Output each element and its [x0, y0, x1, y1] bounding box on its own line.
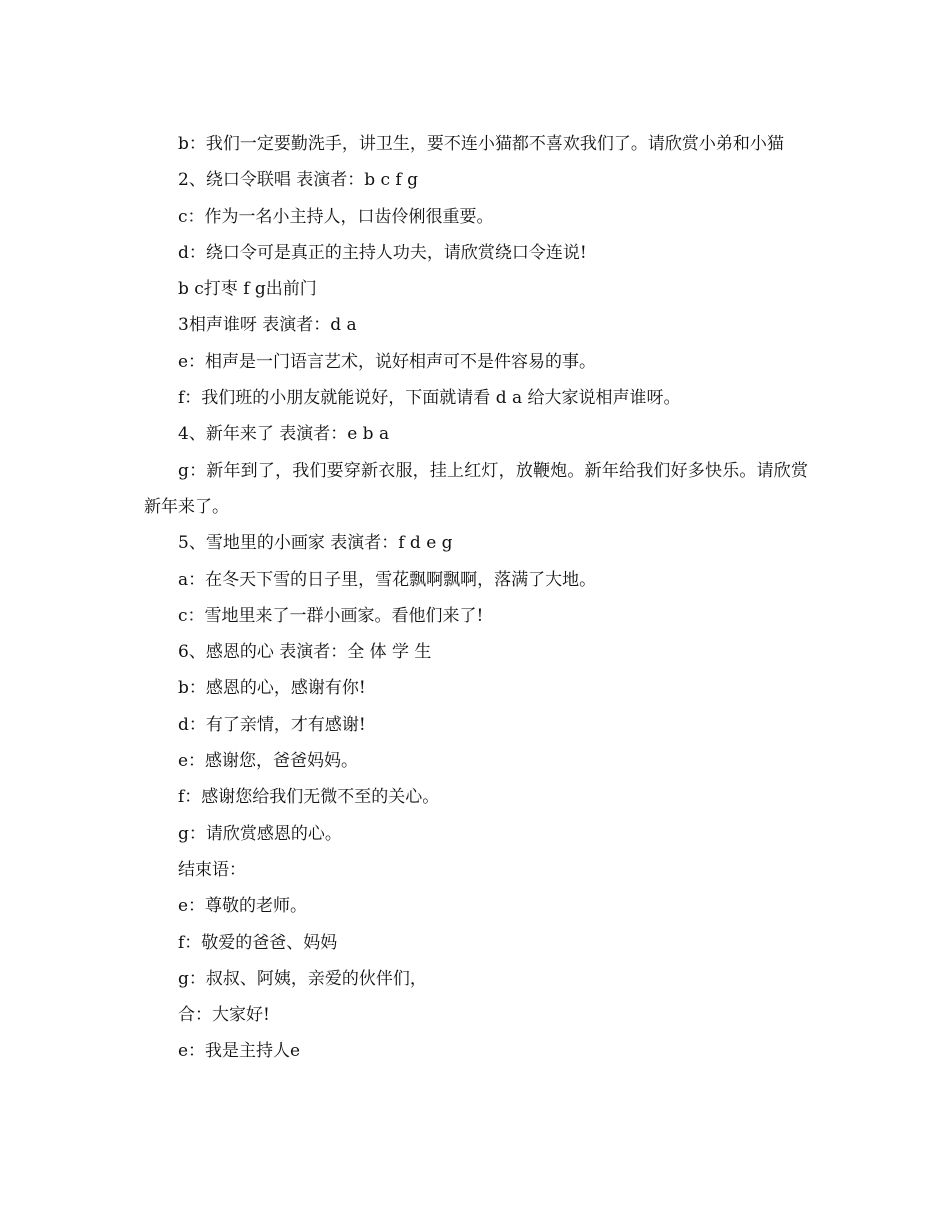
paragraph: g：请欣赏感恩的心。 [178, 823, 342, 844]
paragraph: b：感恩的心，感谢有你! [178, 678, 366, 699]
document-body [144, 126, 808, 1070]
paragraph: 结束语： [178, 859, 246, 880]
paragraph: g：叔叔、阿姨，亲爱的伙伴们， [178, 968, 427, 989]
paragraph: c：雪地里来了一群小画家。看他们来了! [178, 605, 484, 626]
paragraph: e：相声是一门语言艺术，说好相声可不是件容易的事。 [178, 351, 597, 372]
paragraph: d：有了亲情，才有感谢! [178, 714, 366, 735]
paragraph: f：我们班的小朋友就能说好，下面就请看 d a 给大家说相声谁呀。 [178, 388, 681, 409]
paragraph: g：新年到了，我们要穿新衣服，挂上红灯，放鞭炮。新年给我们好多快乐。请欣赏新年来了。 [144, 460, 808, 517]
paragraph: f：敬爱的爸爸、妈妈 [178, 932, 338, 953]
paragraph: 2、绕口令联唱 表演者：b c f g [178, 170, 419, 191]
paragraph: 4、新年来了 表演者：e b a [178, 424, 390, 445]
paragraph: f：感谢您给我们无微不至的关心。 [178, 787, 440, 808]
paragraph: e：感谢您，爸爸妈妈。 [178, 751, 359, 772]
paragraph: c：作为一名小主持人，口齿伶俐很重要。 [178, 206, 494, 227]
paragraph: b c打枣 f g出前门 [178, 279, 317, 300]
paragraph: 合：大家好! [178, 1005, 270, 1026]
paragraph: e：尊敬的老师。 [178, 896, 308, 917]
paragraph: 6、感恩的心 表演者：全 体 学 生 [178, 642, 432, 663]
paragraph: b：我们一定要勤洗手，讲卫生，要不连小猫都不喜欢我们了。请欣赏小弟和小猫 [178, 134, 784, 154]
paragraph: d：绕口令可是真正的主持人功夫，请欣赏绕口令连说! [178, 242, 587, 263]
paragraph: 3相声谁呀 表演者：d a [178, 315, 357, 336]
paragraph: e：我是主持人e [178, 1041, 301, 1062]
paragraph: 5、雪地里的小画家 表演者：f d e g [178, 533, 453, 554]
paragraph: a：在冬天下雪的日子里，雪花飘啊飘啊，落满了大地。 [178, 569, 597, 590]
